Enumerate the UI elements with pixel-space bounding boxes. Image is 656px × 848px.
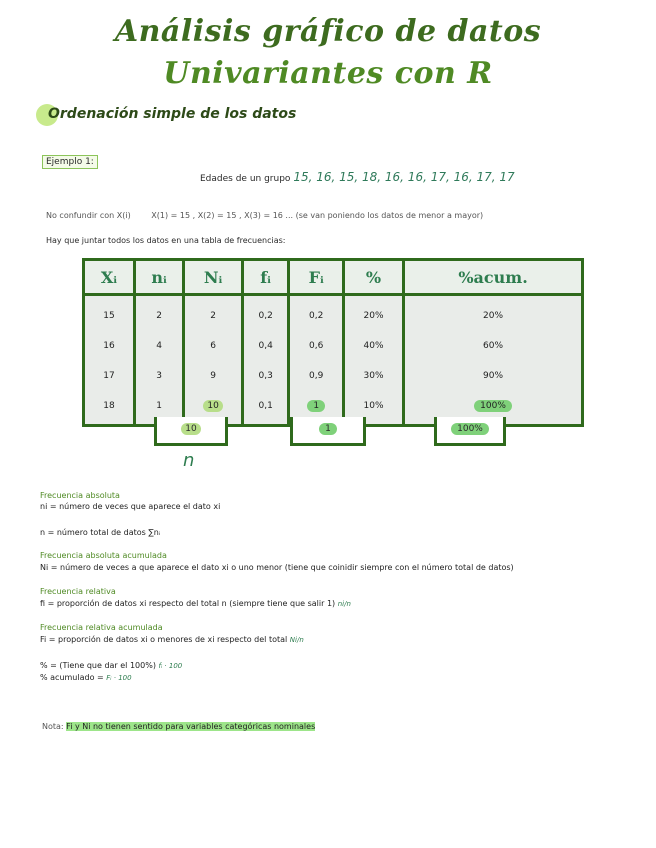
- table-row: [84, 331, 583, 361]
- header-fi: fᵢ: [242, 260, 288, 295]
- grupo-values: 15, 16, 15, 18, 16, 16, 17, 16, 17, 17: [293, 170, 515, 184]
- cell: 60%: [404, 331, 583, 361]
- highlight-N-total: 10: [203, 400, 222, 412]
- cell: 90%: [404, 361, 583, 391]
- fraction-Ni-n: Ni/n: [289, 636, 304, 644]
- cell: 3: [135, 361, 184, 391]
- cell: 1: [135, 391, 184, 426]
- cell: 0,9: [289, 361, 344, 391]
- cell: 17: [84, 361, 135, 391]
- nota: [42, 722, 315, 731]
- cell: 18: [84, 391, 135, 426]
- def-body: Fi = proporción de datos xi o menores de xi respecto del total Ni/n: [40, 635, 304, 644]
- cell: 30%: [343, 361, 403, 391]
- total-f: 1: [290, 417, 366, 446]
- cell: 0,1: [242, 391, 288, 426]
- header-xi: Xᵢ: [84, 260, 135, 295]
- title-line-1: Análisis gráfico de datos: [114, 14, 542, 49]
- def-heading: Frecuencia absoluta: [40, 491, 120, 500]
- ejemplo-label: Ejemplo 1:: [42, 155, 98, 169]
- table-intro: Hay que juntar todos los datos en una tabla de frecuencias:: [46, 236, 286, 245]
- cell: 9: [184, 361, 243, 391]
- note-confundir: [46, 211, 483, 220]
- cell: 20%: [343, 295, 403, 332]
- def-heading: Frecuencia relativa acumulada: [40, 623, 163, 632]
- def-body: n = número total de datos ∑nᵢ: [40, 528, 161, 537]
- pct-acum-line: % acumulado = Fᵢ · 100: [40, 673, 132, 682]
- header-pct-acum: %acum.: [404, 260, 583, 295]
- def-heading: Frecuencia relativa: [40, 587, 116, 596]
- cell: 0,4: [242, 331, 288, 361]
- total-pct: 100%: [434, 417, 506, 446]
- cell: 40%: [343, 331, 403, 361]
- nota-label: Nota:: [42, 722, 64, 731]
- note-confundir-formula: X(1) = 15 , X(2) = 15 , X(3) = 16 ... (se van poniendo los datos de menor a mayor): [151, 211, 484, 220]
- header-Ni: Nᵢ: [184, 260, 243, 295]
- nota-text: Fi y Ni no tienen sentido para variables categóricas nominales: [66, 722, 316, 731]
- cell: 2: [135, 295, 184, 332]
- grupo-line: [200, 170, 515, 184]
- pct-line: % = (Tiene que dar el 100%) fᵢ · 100: [40, 661, 183, 670]
- def-body: Ni = número de veces a que aparece el dato xi o uno menor (tiene que coinidir siempre con el número total de datos): [40, 563, 514, 572]
- def-body: ni = número de veces que aparece el dato xi: [40, 502, 221, 511]
- fraction-ni-n: ni/n: [337, 600, 351, 608]
- highlight-F-total: 1: [307, 400, 325, 412]
- cell: 4: [135, 331, 184, 361]
- cell: 0,3: [242, 361, 288, 391]
- header-ni: nᵢ: [135, 260, 184, 295]
- table-row: [84, 361, 583, 391]
- table-row: [84, 295, 583, 332]
- cell: 0,2: [289, 295, 344, 332]
- header-Fi: Fᵢ: [289, 260, 344, 295]
- header-pct: %: [343, 260, 403, 295]
- grupo-label: Edades de un grupo: [200, 174, 291, 184]
- n-annotation: n: [183, 450, 195, 471]
- cell: 20%: [404, 295, 583, 332]
- note-confundir-text: No confundir con X(i): [46, 211, 131, 220]
- cell: 6: [184, 331, 243, 361]
- cell: 0,6: [289, 331, 344, 361]
- frequency-table: [82, 258, 584, 427]
- cell: 10%: [343, 391, 403, 426]
- section-title: Ordenación simple de los datos: [48, 106, 297, 122]
- cell: 15: [84, 295, 135, 332]
- cell: 0,2: [242, 295, 288, 332]
- cell: 16: [84, 331, 135, 361]
- def-heading: Frecuencia absoluta acumulada: [40, 551, 167, 560]
- highlight-pct-acum-total: 100%: [474, 400, 512, 412]
- title-line-2: Univariantes con R: [163, 56, 493, 91]
- def-body: fi = proporción de datos xi respecto del total n (siempre tiene que salir 1) ni/n: [40, 599, 351, 608]
- total-n: 10: [154, 417, 228, 446]
- cell: 2: [184, 295, 243, 332]
